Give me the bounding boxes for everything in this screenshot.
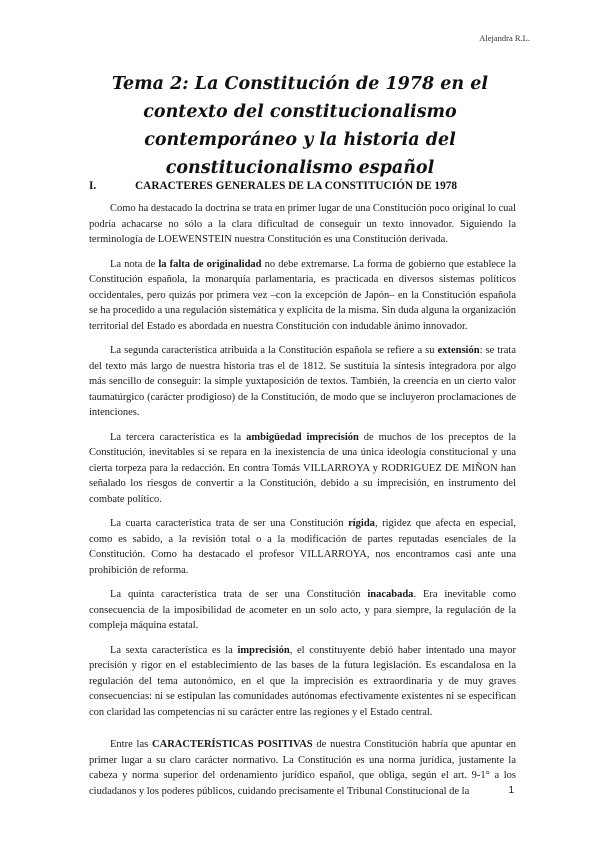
paragraph-4-text-c: de muchos de los preceptos de la Constitución, inevitables si se repara en la inexistencia de una única ideología constitucional y una cierta torpeza para la redacción. En contra Tomás VILLARROYA y RODRIGUEZ DE MIÑON han señalado los riesgos de convertir a la Constitución, debido a su imprecisión, en instrumento del combate político. <box>89 431 516 505</box>
paragraph-3-emphasis: extensión <box>437 345 480 356</box>
paragraph-7-text-c: , el constituyente debió haber intentado una mayor precisión y rigor en el establecimiento de las bases de la futura legislación. Es escandalosa en la regulación del tema autonómico, en el que la imprecisión es extraordinaria y de muy graves consecuencias: ni se estipulan las comunidades autónomas efectivamente existentes ni se especifican con claridad las competencias ni su carácter entre las regiones y el Estado central. <box>89 644 516 718</box>
section-number: I. <box>89 180 97 192</box>
paragraph-5-emphasis: rígida <box>348 518 375 529</box>
paragraph-5-text-a: La cuarta característica trata de ser una Constitución <box>110 518 349 529</box>
paragraph-1: Como ha destacado la doctrina se trata en primer lugar de una Constitución poco original lo cual podría achacarse no sólo a la clara dificultad de conseguir un texto innovador. Siguiendo la terminología de LOEWENSTEIN nuestra Constitución es una Constitución derivada. <box>89 203 516 245</box>
paragraph-4-text-a: La tercera característica es la <box>110 431 247 443</box>
document-body <box>89 201 516 808</box>
paragraph-7-text-a: La sexta característica es la <box>110 644 238 656</box>
paragraph-2 <box>89 257 516 335</box>
paragraph-8 <box>89 737 516 799</box>
paragraph-2-text-a: La nota de <box>110 258 159 270</box>
section-heading-text: CARACTERES GENERALES DE LA CONSTITUCIÓN DE 1978 <box>135 180 458 192</box>
paragraph-6-text-c: . Era inevitable como consecuencia de la imposibilidad de acometer en un solo acto, y para siempre, la regulación de la compleja máquina estatal. <box>89 589 516 631</box>
paragraph-2-text-c: no debe extremarse. La forma de gobierno que establece la Constitución española, la monarquía parlamentaria, es practicada en diversos sistemas políticos occidentales, pero quizás por primera vez –con la excepción de Japón– en la Constitución española se ha procedido a una regulación sistemática y explícita de la misma. Sin duda alguna la organización territorial del Estado es abordada en nuestra Constitución con indudable ánimo innovador. <box>89 258 517 332</box>
paragraph-3-text-a: La segunda característica atribuida a la Constitución española se refiere a su <box>110 345 438 356</box>
paragraph-8-emphasis: CARACTERÍSTICAS POSITIVAS <box>152 739 313 750</box>
paragraph-5-text-c: , rigidez que afecta en especial, como es sabido, a la revisión total o a la modificación de partes reputadas esenciales de la Constitución. Como ha destacado el profesor VILLARROYA, nos encontramos casi ante una prohibición de reforma. <box>89 518 517 576</box>
paragraph-3 <box>89 343 516 421</box>
header-author: Alejandra R.L. <box>479 33 530 43</box>
paragraph-4 <box>89 430 516 508</box>
paragraph-6-text-a: La quinta característica trata de ser una Constitución <box>110 589 368 600</box>
paragraph-7 <box>89 643 516 721</box>
section-heading <box>89 180 529 192</box>
page-number: 1 <box>508 785 514 796</box>
page-title: Tema 2: La Constitución de 1978 en el contexto del constitucionalismo contemporáneo y la historia del constitucionalismo español <box>111 74 489 178</box>
paragraph-6-emphasis: inacabada <box>367 589 414 600</box>
paragraph-8-text-a: Entre las <box>110 739 153 750</box>
paragraph-3-text-c: : se trata del texto más largo de nuestra historia tras el de 1812. Se sustituía la síntesis integradora por algo más sencillo de conseguir: la simple yuxtaposición de textos. También, la creencia en un cierto valor taumatúrgico (carácter prodigioso) de la Constitución, de modo que se incluyeron proclamaciones de intenciones. <box>89 345 516 418</box>
paragraph-5 <box>89 516 516 578</box>
paragraph-4-emphasis: ambigüedad imprecisión <box>246 431 359 443</box>
paragraph-6 <box>89 587 516 634</box>
paragraph-7-emphasis: imprecisión <box>237 644 290 656</box>
paragraph-8-text-c: de nuestra Constitución habría que apuntar en primer lugar a su claro carácter normativo. La Constitución es una norma jurídica, justamente la cabeza y norma superior del ordenamiento jurídico español, que obliga, según el art. 9-1° a los ciudadanos y los poderes públicos, cuidando precisamente el Tribunal Constitucional de la <box>89 739 516 797</box>
paragraph-2-emphasis: la falta de originalidad <box>158 258 262 270</box>
